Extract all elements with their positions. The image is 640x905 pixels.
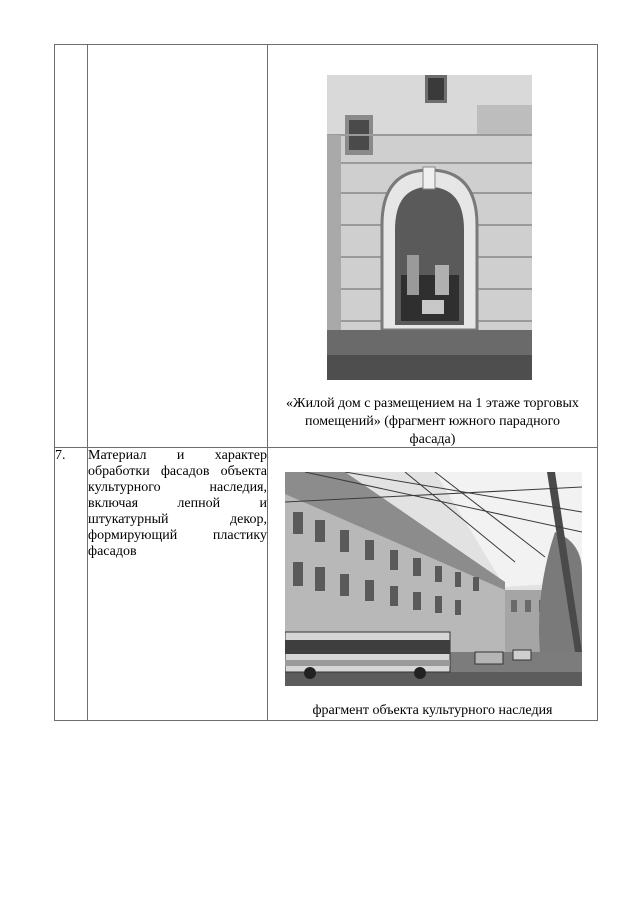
table-row xyxy=(55,45,598,448)
row-number: 7. xyxy=(55,448,88,721)
street-building-photo xyxy=(285,472,582,686)
photo-caption: фрагмент объекта культурного наследия xyxy=(312,703,553,718)
photo-caption: «Жилой дом с размещением на 1 этаже торговых помещений» (фрагмент южного парадного фасада) xyxy=(286,396,579,447)
facade-arch-illustration xyxy=(327,75,532,380)
heritage-elements-table xyxy=(54,44,598,721)
row-description xyxy=(88,45,268,448)
table-row xyxy=(55,448,598,721)
image-cell xyxy=(268,45,598,448)
row-description: Материал и характер обработки фасадов объекта культурного наследия, включая лепной и штукатурный декор, формирующий пластику фасадов xyxy=(88,448,268,721)
row-number xyxy=(55,45,88,448)
street-building-illustration xyxy=(285,472,582,686)
facade-arch-photo xyxy=(327,75,532,380)
image-cell xyxy=(268,448,598,721)
